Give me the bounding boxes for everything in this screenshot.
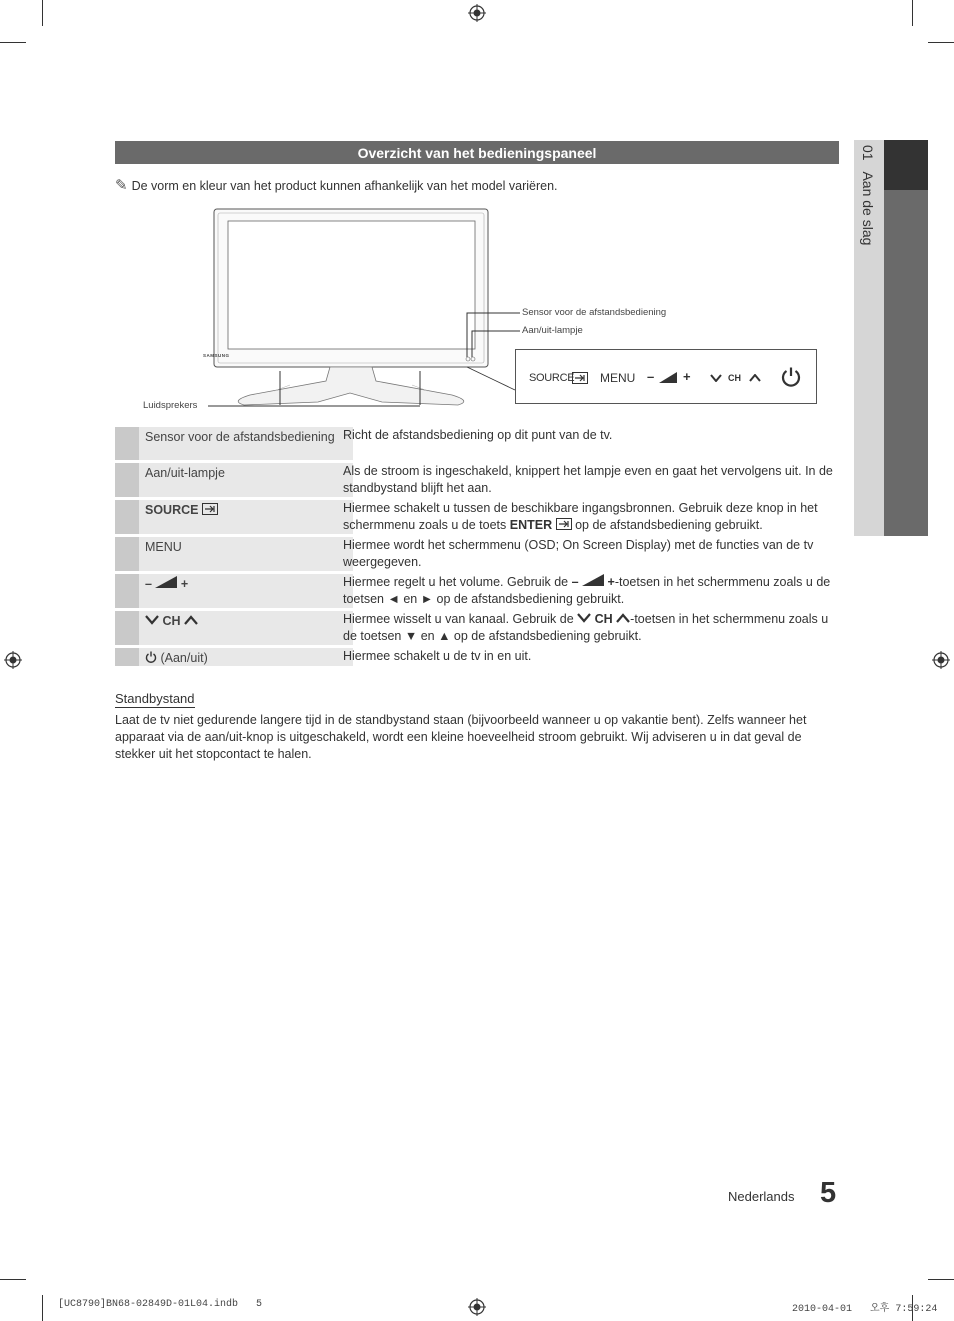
control-row-channel [115,611,839,645]
imprint-file: [UC8790]BN68-02849D-01L04.indb 5 [58,1299,263,1310]
description-text: op de afstandsbediening gebruikt. [571,518,763,532]
chevron-up-icon [616,613,630,623]
panel-volume-minus: – [647,369,655,384]
row-marker [115,427,139,460]
standby-text: Laat de tv niet gedurende langere tijd in de standbystand staan (bijvoorbeeld wanneer u op vakantie bent). Zelfs wanneer het apparaat via de aan/uit-knop is uitgeschakeld, wordt een kleine hoeveelheid stroom gebruikt. Wij adviseren u in dat geval de stekker uit het stopcontact te halen. [115,713,807,761]
page-number: 5 [820,1177,837,1209]
control-label [139,574,353,608]
crop-mark [0,42,26,43]
description-text: -toetsen in het schermmenu zoals u de toetsen ◄ en ► op de afstandsbediening gebruikt. [343,575,831,606]
registration-mark-icon [932,651,950,669]
control-row-menu [115,537,839,571]
panel-source-label: SOURCE [529,372,575,384]
description-text: -toetsen in het schermmenu zoals u de toetsen ▼ en ▲ op de afstandsbediening gebruikt. [343,612,829,643]
description-text: Hiermee schakelt u tussen de beschikbare ingangsbronnen. Gebruik deze knop in het schermmenu zoals u de toets [343,501,818,532]
channel-label: CH [594,612,613,626]
panel-volume-plus: + [683,369,691,384]
chapter-tab-label: 01 Aan de slag [860,145,876,246]
control-description [343,500,839,534]
volume-icon [659,372,677,383]
crop-mark [928,42,954,43]
row-marker [115,500,139,534]
control-description: Hiermee schakelt u de tv in en uit. [343,649,532,663]
channel-label: CH [162,614,181,628]
tv-brand-logo: SAMSUNG [203,353,230,358]
panel-ch-label: CH [728,373,741,383]
enter-key-label: ENTER [509,518,553,532]
note [115,176,558,194]
crop-mark [0,1279,26,1280]
control-row-power-lamp [115,463,839,497]
description-text: Hiermee wisselt u van kanaal. Gebruik de [343,612,578,626]
control-row-sensor [115,427,839,460]
power-label: (Aan/uit) [160,651,208,665]
crop-mark [912,0,913,26]
control-row-source [115,500,839,534]
control-row-power [115,648,839,666]
control-description [343,611,839,645]
volume-icon [155,576,177,588]
control-description [343,574,839,608]
volume-minus-label: – [145,577,152,591]
description-text: Hiermee regelt u het volume. Gebruik de [343,575,572,589]
crop-mark [42,0,43,26]
callout-speakers: Luidsprekers [143,400,198,411]
callout-sensor: Sensor voor de afstandsbediening [522,307,667,318]
registration-mark-icon [468,4,486,22]
control-label: Sensor voor de afstandsbediening [139,427,353,460]
control-label [139,500,353,534]
source-label: SOURCE [145,503,199,517]
crop-mark [928,1279,954,1280]
volume-icon [582,574,604,586]
control-label: MENU [139,537,353,571]
panel-menu-label: MENU [600,371,636,385]
chevron-up-icon [749,374,761,382]
row-marker [115,648,139,666]
section-title: Overzicht van het bedieningspaneel [115,141,839,164]
control-label [139,611,353,645]
registration-mark-icon [4,651,22,669]
enter-icon [556,518,572,530]
row-marker [115,574,139,608]
power-icon [780,366,802,388]
note-pencil-icon: ✎ [115,177,128,194]
standby-heading: Standbystand [115,691,195,706]
chevron-down-icon [710,374,722,382]
registration-mark-icon [468,1298,486,1316]
row-marker [115,463,139,497]
control-description: Hiermee wordt het schermmenu (OSD; On Screen Display) met de functies van de tv weergegeven. [343,538,814,569]
volume-minus-label: – [571,575,579,589]
volume-plus-label: + [180,577,189,591]
chapter-tab-band [884,190,928,536]
crop-mark [42,1295,43,1321]
control-row-volume [115,574,839,608]
imprint-timestamp: 2010-04-01 오후 7:59:24 [792,1304,938,1315]
control-description: Als de stroom is ingeschakeld, knippert het lampje even en gaat het vervolgens uit. In de standbystand blijft het aan. [343,464,833,495]
chevron-down-icon [145,615,159,625]
callout-power-lamp: Aan/uit-lampje [522,325,583,336]
footer-language: Nederlands [728,1189,795,1204]
source-input-icon [572,372,588,384]
control-panel-detail [515,349,817,404]
control-label [139,648,353,666]
chevron-up-icon [184,615,198,625]
row-marker [115,537,139,571]
volume-plus-label: + [607,575,615,589]
note-text: De vorm en kleur van het product kunnen afhankelijk van het model variëren. [131,179,558,193]
power-icon [145,651,157,663]
chapter-tab-marker [884,140,928,190]
control-label: Aan/uit-lampje [139,463,353,497]
source-input-icon [202,503,218,515]
control-description: Richt de afstandsbediening op dit punt van de tv. [343,428,613,442]
row-marker [115,611,139,645]
chevron-down-icon [577,613,591,623]
